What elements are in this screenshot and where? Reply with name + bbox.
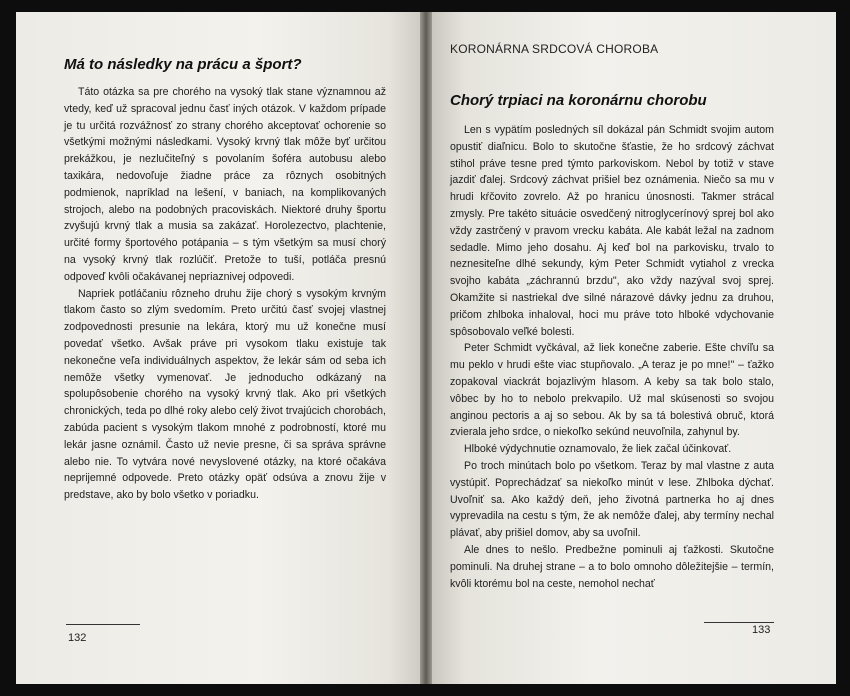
body-text-column	[64, 84, 386, 504]
paragraph: Táto otázka sa pre chorého na vysoký tlak stane významnou až vtedy, keď už spracoval jednu časť iných otázok. V každom prípade je tu určitá rozvážnosť zo strany chorého akceptovať ochorenie so všetkými možnými následkami. Vysoký krvný tlak môže byť určitou prekážkou, je nezlučiteľný s povolaním šoféra autobusu alebo taxikára, nedovoľuje žiadne práce za rôznych osobitných podmienok, napríklad na lešení, v baniach, na komplikovaných strojoch, alebo na podobných pracoviskách. Niektoré druhy športu zvyšujú krvný tlak a musia sa zakázať. Horolezectvo, plachtenie, určité formy športového potápania – s tým všetkým sa musí chorý na vysoký krvný tlak rozlúčiť. Pretože to tuší, potláča presnú odpoveď kvôli očakávanej nepriaznivej odpovedi.	[64, 86, 386, 283]
book-spread	[16, 12, 836, 684]
paragraph: Len s vypätím posledných síl dokázal pán Schmidt svojim autom opustiť diaľnicu. Bolo to skutočne šťastie, že ho srdcový záchvat stihol práve tesne pred týmto parkoviskom. Nebol by totiž v stave jazdiť ďalej. Srdcový záchvat prišiel bez oznámenia. Niečo sa mu v hrudi kŕčovito zovrelo. Až po hranicu únosnosti. Takmer strácal zmysly. Pre takéto situácie osvedčený nitroglycerínový sprej bol ako vždy zastrčený v pravom vrecku kabáta. Ale kabát ležal na zadnom sedadle. Mimo jeho dosahu. Aj keď bol na parkovisku, trvalo to neznesiteľne dlhé sekundy, kým Peter Schmidt vytiahol z vrecka svojho kabáta „záchrannú brzdu", ako vždy nazýval svoj sprej. Okamžite si nastriekal dve silné nárazové dávky jednu za druhou, pričom zhlboka inhaloval, hoci mu práve toto hlboké vdychovanie spôsobovalo veľké bolesti.	[450, 124, 774, 338]
body-text-column	[450, 122, 774, 592]
page-number: 133	[752, 624, 771, 636]
footer-rule	[66, 624, 140, 625]
left-page	[16, 12, 420, 684]
paragraph: Ale dnes to nešlo. Predbežne pominuli aj ťažkosti. Skutočne pominuli. Na druhej strane – a to bolo omnoho dôležitejšie – termín, kvôli ktorému bol na ceste, nemohol nechať	[450, 543, 774, 590]
paragraph: Po troch minútach bolo po všetkom. Teraz by mal vlastne z auta vystúpiť. Poprechádzať sa niekoľko minút v lese. Zhlboka dýchať. Uvoľniť sa. Ako každý deň, jeho životná partnerka ho aj dnes vyprevadila na cestu s tým, že ak nemôže ďalej, aby termíny nechal plávať, aby prišiel domov, aby sa uvoľnil.	[450, 459, 774, 540]
paragraph: Hlboké výdychnutie oznamovalo, že liek začal účinkovať.	[464, 443, 732, 456]
page-number: 132	[68, 632, 87, 644]
footer-rule	[704, 622, 774, 623]
paragraph: Napriek potláčaniu rôzneho druhu žije chorý s vysokým krvným tlakom často so zlým svedomím. Preto určitú časť svojej vlastnej zodpovednosti presunie na lekára, ktorý mu už konečne musí povedať všetko. Avšak práve pri vysokom tlaku existuje tak nekonečne veľa individuálnych aspektov, že lekár sám od seba ich nemôže všetky vymenovať. Je jednoducho odkázaný na spolupôsobenie chorého na vysoký krvný tlak. Ako pri všetkých chronických, teda po dlhé roky alebo celý život trvajúcich chorobách, zabúda pacient s vysokým tlakom mnohé z podrobností, ktoré mu lekár jasne oznámil. Často už nevie presne, či sa správa správne alebo nie. To vytvára nové nevyslovené otázky, na ktoré očakáva neprijemné odpovede. Preto otázky opäť odsúva a znovu žije v predstave, ako by bolo všetko v poriadku.	[64, 287, 386, 502]
running-head: KORONÁRNA SRDCOVÁ CHOROBA	[450, 42, 659, 56]
right-page	[432, 12, 836, 684]
book-gutter	[420, 12, 432, 684]
section-heading: Chorý trpiaci na koronárnu chorobu	[450, 92, 707, 109]
paragraph: Peter Schmidt vyčkával, až liek konečne zaberie. Ešte chvíľu sa mu peklo v hrudi ešte viac stupňovalo. „A teraz je po mne!" – ťažko zopakoval viackrát bojazlivým hlasom. A keby sa tak bolo stalo, vôbec by ho to nebolo prekvapilo. Už mal skúsenosti so svojou anginou pectoris a aj so sebou. Ak by sa tá bolestivá obruč, ktorá zvierala jeho srdce, o niekoľko sekúnd neuvoľnila, zahynul by.	[450, 342, 774, 439]
section-heading: Má to následky na prácu a šport?	[64, 56, 302, 73]
